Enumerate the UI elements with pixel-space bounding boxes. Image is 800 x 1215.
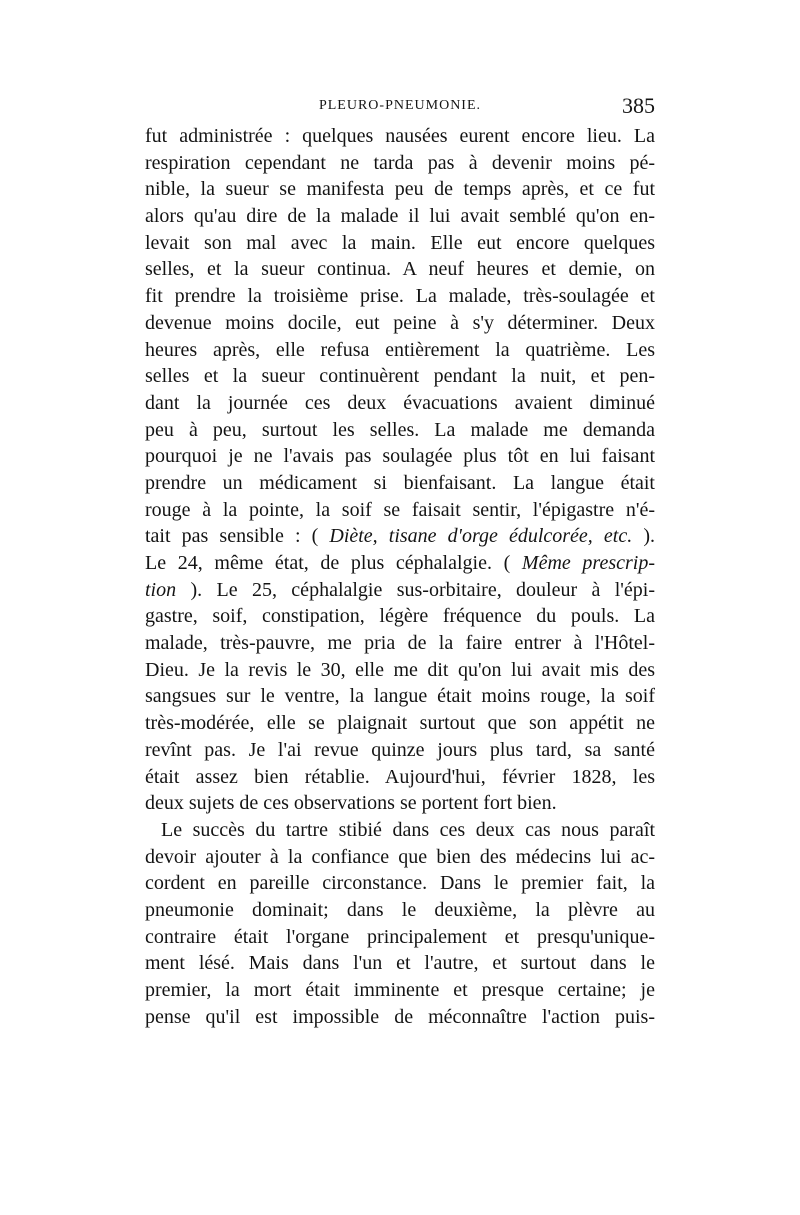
running-title: PLEURO-PNEUMONIE. [318, 98, 482, 113]
text-line: gastre, soif, constipation, légère fréquence du pouls. La [145, 605, 655, 628]
text-line: pense qu'il est impossible de méconnaître l'action puis- [145, 1005, 655, 1028]
text-line: pneumonie dominait; dans le deuxième, la plèvre au [145, 898, 655, 921]
text-line: fut administrée : quelques nausées eurent encore lieu. La [145, 125, 655, 147]
text-line: peu à peu, surtout les selles. La malade me demanda [145, 418, 655, 441]
text-line: devenue moins docile, eut peine à s'y déterminer. Deux [145, 311, 655, 334]
text-line: pourquoi je ne l'avais pas soulagée plus tôt en lui faisant [145, 445, 655, 468]
text-line: deux sujets de ces observations se portent fort bien. [145, 792, 557, 815]
text-line: nible, la sueur se manifesta peu de temps après, et ce fut [145, 178, 655, 201]
text-line-prescription [145, 523, 655, 550]
text-line: était assez bien rétablie. Aujourd'hui, février 1828, les [145, 765, 655, 788]
text-line: revînt pas. Je l'ai revue quinze jours plus tard, sa santé [145, 738, 655, 761]
text-line: premier, la mort était imminente et presque certaine; je [145, 979, 655, 1001]
text-line: levait son mal avec la main. Elle eut encore quelques [145, 231, 655, 254]
text-line: ment lésé. Mais dans l'un et l'autre, et surtout dans le [145, 952, 655, 975]
text-segment: ). [632, 525, 655, 548]
prescription-italic: tion [145, 578, 177, 601]
text-line: cordent en pareille circonstance. Dans le premier fait, la [145, 872, 655, 895]
running-head [145, 93, 655, 122]
text-line: dant la journée ces deux évacuations avaient diminué [145, 391, 655, 414]
text-segment: tait pas sensible : ( [145, 525, 330, 548]
prescription-italic: Même prescrip- [521, 552, 655, 574]
text-line: rouge à la pointe, la soif se faisait sentir, l'épigastre n'é- [145, 498, 655, 521]
text-line: selles et la sueur continuèrent pendant la nuit, et pen- [145, 365, 655, 388]
text-line: alors qu'au dire de la malade il lui avait semblé qu'on en- [145, 205, 655, 228]
text-line: Dieu. Je la revis le 30, elle me dit qu'on lui avait mis des [145, 658, 655, 681]
text-line: heures après, elle refusa entièrement la quatrième. Les [145, 338, 655, 361]
text-line: fit prendre la troisième prise. La malade, très-soulagée et [145, 285, 655, 308]
text-line: selles, et la sueur continua. A neuf heures et demie, on [145, 258, 655, 281]
text-line-prescription [145, 550, 655, 577]
page-number: 385 [622, 93, 655, 118]
text-segment: ). Le 25, céphalalgie sus-orbitaire, douleur à l'épi- [176, 578, 655, 601]
text-line: malade, très-pauvre, me pria de la faire entrer à l'Hôtel- [145, 632, 655, 655]
text-line-prescription [145, 577, 655, 604]
prescription-italic: Diète, tisane d'orge édulcorée, etc. [329, 525, 633, 548]
text-line: contraire était l'organe principalement et presqu'unique- [145, 925, 655, 948]
body-text [145, 123, 655, 1030]
text-line: prendre un médicament si bienfaisant. La langue était [145, 471, 655, 494]
text-line: devoir ajouter à la confiance que bien des médecins lui ac- [145, 845, 655, 868]
text-segment: Le 24, même état, de plus céphalalgie. ( [145, 552, 522, 574]
text-line: Le succès du tartre stibié dans ces deux cas nous paraît [161, 818, 655, 841]
text-line: sangsues sur le ventre, la langue était moins rouge, la soif [145, 685, 655, 708]
text-line: respiration cependant ne tarda pas à devenir moins pé- [145, 151, 655, 174]
text-line: très-modérée, elle se plaignait surtout que son appétit ne [145, 712, 655, 735]
